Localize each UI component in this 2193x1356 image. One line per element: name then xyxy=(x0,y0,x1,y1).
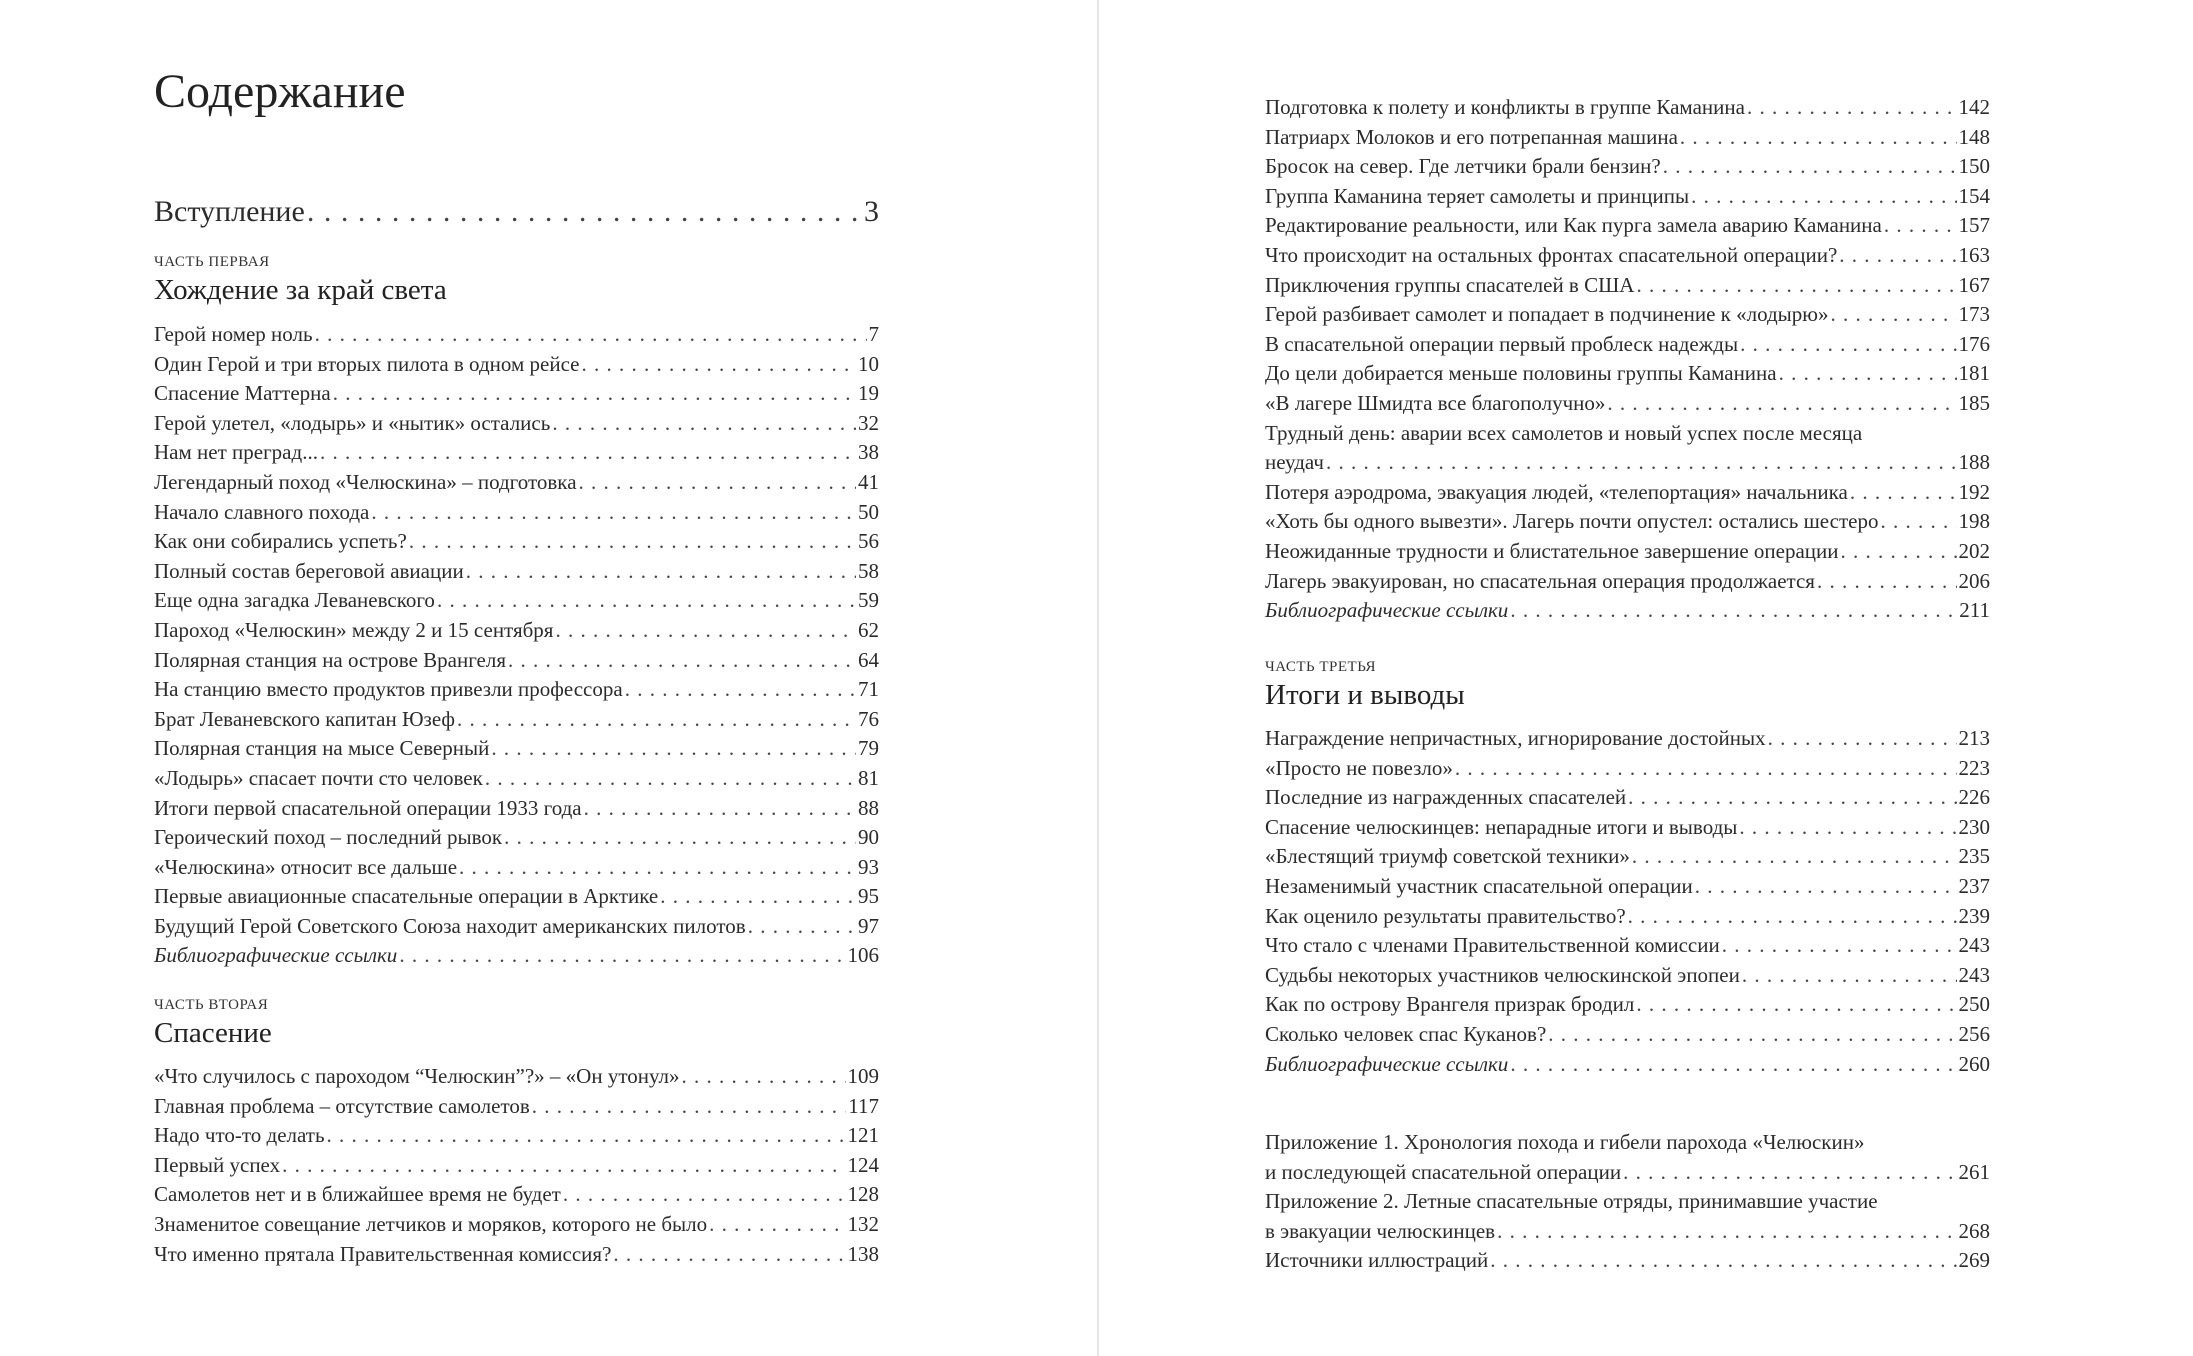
entry-page: 106 xyxy=(847,943,879,968)
entry-title: Нам нет преград... xyxy=(154,440,318,465)
dot-leader xyxy=(613,1240,845,1270)
toc-entry[interactable] xyxy=(1265,1217,1990,1247)
dot-leader xyxy=(1510,596,1957,626)
entry-title: Надо что-то делать xyxy=(154,1123,325,1148)
entry-title: и последующей спасательной операции xyxy=(1265,1159,1622,1184)
entry-title: Последние из награжденных спасателей xyxy=(1265,785,1627,810)
entry-title: На станцию вместо продуктов привезли профессора xyxy=(154,677,623,702)
toc-entry[interactable] xyxy=(1265,1246,1990,1276)
toc-entry[interactable] xyxy=(1265,182,1990,212)
entry-title: Библиографические ссылки xyxy=(1265,1051,1509,1076)
dot-leader xyxy=(459,853,856,883)
page-title: Содержание xyxy=(154,65,406,118)
dot-leader xyxy=(552,409,856,439)
toc-entry[interactable] xyxy=(154,1151,879,1181)
entry-title: Патриарх Молоков и его потрепанная машина xyxy=(1265,124,1678,149)
entry-page: 3 xyxy=(864,195,879,228)
dot-leader xyxy=(1740,330,1956,360)
toc-entry[interactable] xyxy=(1265,1020,1990,1050)
entry-page: 121 xyxy=(847,1123,879,1148)
dot-leader xyxy=(748,912,856,942)
entry-page: 206 xyxy=(1958,568,1990,593)
dot-leader xyxy=(563,1180,846,1210)
dot-leader xyxy=(1830,300,1956,330)
part-label: ЧАСТЬ ТРЕТЬЯ xyxy=(1265,659,1377,675)
toc-entry[interactable] xyxy=(1265,478,1990,508)
entry-page: 79 xyxy=(858,736,879,761)
entry-title: Редактирование реальности, или Как пурга замела аварию Каманина xyxy=(1265,213,1882,238)
dot-leader xyxy=(409,527,856,557)
entry-page: 167 xyxy=(1958,272,1990,297)
dot-leader xyxy=(508,646,856,676)
entry-title-line-1[interactable]: Трудный день: аварии всех самолетов и новый успех после месяца xyxy=(1265,420,1863,445)
entry-page: 185 xyxy=(1958,390,1990,415)
dot-leader xyxy=(1628,902,1957,932)
entry-page: 64 xyxy=(858,647,879,672)
part-3-header xyxy=(1265,657,1990,713)
toc-entry[interactable] xyxy=(1265,813,1990,843)
dot-leader xyxy=(485,764,856,794)
entry-page: 176 xyxy=(1958,331,1990,356)
dot-leader xyxy=(1722,931,1957,961)
toc-entry[interactable] xyxy=(154,320,879,350)
dot-leader xyxy=(1739,813,1956,843)
entry-page: 243 xyxy=(1958,962,1990,987)
toc-entry[interactable] xyxy=(154,794,879,824)
entry-title: Итоги первой спасательной операции 1933 года xyxy=(154,795,582,820)
entry-page: 154 xyxy=(1958,183,1990,208)
dot-leader xyxy=(307,192,862,232)
entry-title: Брат Леваневского капитан Юзеф xyxy=(154,706,456,731)
dot-leader xyxy=(584,794,856,824)
entry-title: Один Герой и три вторых пилота в одном рейсе xyxy=(154,351,580,376)
dot-leader xyxy=(315,320,867,350)
dot-leader xyxy=(1779,359,1957,389)
toc-entry[interactable] xyxy=(154,468,879,498)
page-spread-divider xyxy=(1097,0,1099,1356)
entry-title: Как они собирались успеть? xyxy=(154,529,407,554)
toc-entry[interactable] xyxy=(1265,152,1990,182)
entry-title: Герой разбивает самолет и попадает в подчинение к «лодырю» xyxy=(1265,302,1829,327)
toc-entry[interactable] xyxy=(1265,783,1990,813)
entry-page: 93 xyxy=(858,854,879,879)
dot-leader xyxy=(320,438,856,468)
entry-title: Как оценило результаты правительство? xyxy=(1265,903,1626,928)
dot-leader xyxy=(581,350,856,380)
entry-title: Приключения группы спасателей в США xyxy=(1265,272,1635,297)
toc-entry[interactable] xyxy=(1265,359,1990,389)
part-title: Спасение xyxy=(154,1017,272,1049)
dot-leader xyxy=(1607,389,1956,419)
toc-entry[interactable] xyxy=(154,1240,879,1270)
toc-entry[interactable] xyxy=(1265,330,1990,360)
entry-title: Неожиданные трудности и блистательное завершение операции xyxy=(1265,538,1839,563)
entry-title: Полный состав береговой авиации xyxy=(154,558,464,583)
entry-title: Герой улетел, «лодырь» и «нытик» остались xyxy=(154,410,551,435)
dot-leader xyxy=(371,498,856,528)
entry-page: 132 xyxy=(847,1211,879,1236)
entry-page: 128 xyxy=(847,1182,879,1207)
entry-page: 181 xyxy=(1958,361,1990,386)
toc-entry[interactable] xyxy=(1265,241,1990,271)
entry-title: Полярная станция на острове Врангеля xyxy=(154,647,507,672)
toc-entry[interactable] xyxy=(154,586,879,616)
entry-title: Герой номер ноль xyxy=(154,322,313,346)
dot-leader xyxy=(1817,567,1957,597)
dot-leader xyxy=(1510,1050,1956,1080)
entry-title: Знаменитое совещание летчиков и моряков, которого не было xyxy=(154,1211,708,1236)
entry-title: неудач xyxy=(1265,450,1324,475)
toc-entry-bibliography[interactable] xyxy=(154,941,879,971)
appendix-entries xyxy=(1265,1128,1990,1276)
part-2-header xyxy=(154,995,879,1051)
dot-leader xyxy=(1636,271,1956,301)
entry-title: Что происходит на остальных фронтах спасательной операции? xyxy=(1265,242,1838,267)
dot-leader xyxy=(1636,990,1956,1020)
toc-entry-intro[interactable] xyxy=(154,192,879,232)
entry-title: «Челюскина» относит все дальше xyxy=(154,854,458,879)
dot-leader xyxy=(1490,1246,1956,1276)
dot-leader xyxy=(1747,93,1957,123)
entry-page: 260 xyxy=(1958,1051,1990,1076)
entry-title: Лагерь эвакуирован, но спасательная операция продолжается xyxy=(1265,568,1815,593)
entry-title: «Блестящий триумф советской техники» xyxy=(1265,844,1630,869)
entry-title-line-1[interactable]: Приложение 2. Летные спасательные отряды, принимавшие участие xyxy=(1265,1189,1878,1214)
dot-leader xyxy=(1680,123,1957,153)
entry-page: 90 xyxy=(858,825,879,850)
entry-page: 211 xyxy=(1959,598,1990,623)
entry-title: Пароход «Челюскин» между 2 и 15 сентября xyxy=(154,617,554,642)
toc-entry[interactable] xyxy=(154,882,879,912)
toc-entry[interactable] xyxy=(154,498,879,528)
entry-page: 235 xyxy=(1958,844,1990,869)
dot-leader xyxy=(1326,448,1957,478)
part-title: Итоги и выводы xyxy=(1265,679,1465,711)
toc-entry[interactable] xyxy=(1265,271,1990,301)
entry-title: Библиографические ссылки xyxy=(1265,598,1509,623)
dot-leader xyxy=(532,1092,846,1122)
toc-entry[interactable] xyxy=(154,527,879,557)
dot-leader xyxy=(1548,1020,1956,1050)
toc-entry[interactable] xyxy=(154,557,879,587)
dot-leader xyxy=(504,823,856,853)
entry-title: Самолетов нет и в ближайшее время не будет xyxy=(154,1182,561,1207)
dot-leader xyxy=(1623,1158,1956,1188)
dot-leader xyxy=(1691,182,1956,212)
toc-entry[interactable] xyxy=(1265,1158,1990,1188)
toc-entry[interactable] xyxy=(154,1180,879,1210)
part-label: ЧАСТЬ ПЕРВАЯ xyxy=(154,254,270,270)
entry-page: 269 xyxy=(1958,1248,1990,1273)
toc-entry[interactable] xyxy=(1265,961,1990,991)
part-3-entries xyxy=(1265,724,1990,1079)
entry-title: Вступление xyxy=(154,195,305,228)
toc-entry[interactable] xyxy=(154,823,879,853)
toc-entry[interactable] xyxy=(1265,211,1990,241)
entry-title: Спасение Маттерна xyxy=(154,381,331,406)
entry-title: Начало славного похода xyxy=(154,499,370,524)
dot-leader xyxy=(555,616,856,646)
part-1-header xyxy=(154,252,879,308)
entry-title: Главная проблема – отсутствие самолетов xyxy=(154,1093,530,1118)
entry-page: 173 xyxy=(1958,302,1990,327)
toc-entry[interactable] xyxy=(1265,872,1990,902)
entry-page: 163 xyxy=(1958,242,1990,267)
entry-page: 250 xyxy=(1958,992,1990,1017)
entry-page: 117 xyxy=(848,1093,879,1118)
dot-leader xyxy=(1841,537,1957,567)
toc-entry[interactable] xyxy=(1265,931,1990,961)
entry-title: Незаменимый участник спасательной операции xyxy=(1265,873,1693,898)
toc-entry-bibliography[interactable] xyxy=(1265,1050,1990,1080)
dot-leader xyxy=(437,586,856,616)
dot-leader xyxy=(466,557,856,587)
toc-entry[interactable] xyxy=(1265,389,1990,419)
dot-leader xyxy=(333,379,856,409)
entry-page: 198 xyxy=(1958,509,1990,534)
entry-page: 95 xyxy=(858,884,879,909)
toc-entry[interactable] xyxy=(154,675,879,705)
entry-page: 142 xyxy=(1958,95,1990,119)
entry-title: в эвакуации челюскинцев xyxy=(1265,1218,1496,1243)
entry-page: 32 xyxy=(858,410,879,435)
entry-title: «В лагере Шмидта все благополучно» xyxy=(1265,390,1606,415)
toc-entry-bibliography[interactable] xyxy=(1265,596,1990,626)
entry-page: 50 xyxy=(858,499,879,524)
toc-entry[interactable] xyxy=(154,912,879,942)
dot-leader xyxy=(491,734,856,764)
entry-title: Библиографические ссылки xyxy=(154,943,398,968)
toc-entry[interactable] xyxy=(154,705,879,735)
toc-entry[interactable] xyxy=(154,409,879,439)
entry-page: 76 xyxy=(858,706,879,731)
toc-entry[interactable] xyxy=(1265,754,1990,784)
part-2-entries-continued xyxy=(1265,93,1990,626)
intro-entry-block xyxy=(154,192,879,232)
dot-leader xyxy=(399,941,845,971)
entry-page: 239 xyxy=(1958,903,1990,928)
dot-leader xyxy=(1850,478,1957,508)
toc-entry[interactable] xyxy=(1265,724,1990,754)
dot-leader xyxy=(579,468,856,498)
entry-title: Источники иллюстраций xyxy=(1265,1248,1489,1273)
toc-entry[interactable] xyxy=(154,1210,879,1240)
entry-page: 59 xyxy=(858,588,879,613)
entry-page: 109 xyxy=(847,1064,879,1088)
entry-title: Сколько человек спас Куканов? xyxy=(1265,1021,1547,1046)
toc-entry[interactable] xyxy=(154,1092,879,1122)
dot-leader xyxy=(625,675,856,705)
toc-entry[interactable] xyxy=(1265,123,1990,153)
entry-page: 226 xyxy=(1958,785,1990,810)
toc-entry[interactable] xyxy=(1265,300,1990,330)
entry-page: 243 xyxy=(1958,933,1990,958)
entry-title: «Хоть бы одного вывезти». Лагерь почти опустел: остались шестеро xyxy=(1265,509,1879,534)
entry-title: Потеря аэродрома, эвакуация людей, «телепортация» начальника xyxy=(1265,479,1848,504)
part-label: ЧАСТЬ ВТОРАЯ xyxy=(154,997,269,1013)
entry-title: Подготовка к полету и конфликты в группе Каманина xyxy=(1265,95,1745,119)
toc-entry[interactable] xyxy=(1265,448,1990,478)
entry-title: Группа Каманина теряет самолеты и принципы xyxy=(1265,183,1690,208)
entry-page: 124 xyxy=(847,1152,879,1177)
entry-page: 261 xyxy=(1958,1159,1990,1184)
entry-page: 7 xyxy=(868,322,879,346)
entry-page: 213 xyxy=(1958,726,1990,750)
dot-leader xyxy=(1455,754,1957,784)
entry-title: Награждение непричастных, игнорирование достойных xyxy=(1265,726,1766,750)
part-title: Хождение за край света xyxy=(154,274,447,306)
entry-title: Судьбы некоторых участников челюскинской эпопеи xyxy=(1265,962,1740,987)
toc-entry[interactable] xyxy=(154,853,879,883)
toc-entry[interactable] xyxy=(154,616,879,646)
entry-page: 223 xyxy=(1958,755,1990,780)
entry-page: 192 xyxy=(1958,479,1990,504)
entry-title: Спасение челюскинцев: непарадные итоги и выводы xyxy=(1265,814,1738,839)
entry-title: Как по острову Врангеля призрак бродил xyxy=(1265,992,1635,1017)
entry-title: Первый успех xyxy=(154,1152,281,1177)
dot-leader xyxy=(1628,783,1956,813)
part-1-entries xyxy=(154,320,879,971)
toc-entry[interactable] xyxy=(154,764,879,794)
entry-title: Легендарный поход «Челюскина» – подготовка xyxy=(154,469,577,494)
entry-page: 237 xyxy=(1958,873,1990,898)
dot-leader xyxy=(660,882,856,912)
dot-leader xyxy=(1632,842,1957,872)
toc-entry[interactable] xyxy=(1265,567,1990,597)
entry-page: 38 xyxy=(858,440,879,465)
dot-leader xyxy=(682,1062,846,1092)
entry-title: Еще одна загадка Леваневского xyxy=(154,588,435,613)
entry-title: Первые авиационные спасательные операции в Арктике xyxy=(154,884,659,909)
entry-title: Что стало с членами Правительственной комиссии xyxy=(1265,933,1720,958)
dot-leader xyxy=(709,1210,845,1240)
entry-page: 58 xyxy=(858,558,879,583)
entry-page: 202 xyxy=(1958,538,1990,563)
part-2-entries xyxy=(154,1062,879,1269)
toc-entry[interactable] xyxy=(154,646,879,676)
dot-leader xyxy=(1497,1217,1956,1247)
dot-leader xyxy=(327,1121,846,1151)
toc-entry[interactable] xyxy=(1265,902,1990,932)
toc-entry[interactable] xyxy=(154,438,879,468)
toc-entry[interactable] xyxy=(1265,537,1990,567)
dot-leader xyxy=(282,1151,845,1181)
toc-entry[interactable] xyxy=(154,379,879,409)
entry-title: Будущий Герой Советского Союза находит американских пилотов xyxy=(154,913,746,938)
entry-page: 230 xyxy=(1958,814,1990,839)
dot-leader xyxy=(1839,241,1956,271)
entry-title: Что именно прятала Правительственная комиссия? xyxy=(154,1241,612,1266)
entry-page: 256 xyxy=(1958,1021,1990,1046)
toc-entry[interactable] xyxy=(1265,93,1990,123)
entry-page: 88 xyxy=(858,795,879,820)
entry-title: Бросок на север. Где летчики брали бензин? xyxy=(1265,154,1661,179)
toc-entry[interactable] xyxy=(1265,507,1990,537)
toc-entry[interactable] xyxy=(154,350,879,380)
toc-entry[interactable] xyxy=(154,1062,879,1092)
toc-entry[interactable] xyxy=(154,734,879,764)
entry-page: 138 xyxy=(847,1241,879,1266)
entry-title: Героический поход – последний рывок xyxy=(154,825,503,850)
entry-page: 97 xyxy=(858,913,879,938)
entry-page: 148 xyxy=(1958,124,1990,149)
dot-leader xyxy=(457,705,856,735)
toc-entry[interactable] xyxy=(1265,842,1990,872)
dot-leader xyxy=(1663,152,1957,182)
dot-leader xyxy=(1880,507,1956,537)
entry-page: 62 xyxy=(858,617,879,642)
entry-title: «Просто не повезло» xyxy=(1265,755,1453,780)
entry-page: 81 xyxy=(858,765,879,790)
entry-title: «Что случилось с пароходом “Челюскин”?» – «Он утонул» xyxy=(154,1064,680,1088)
entry-page: 19 xyxy=(858,381,879,406)
entry-page: 71 xyxy=(858,677,879,702)
entry-title: «Лодырь» спасает почти сто человек xyxy=(154,765,483,790)
entry-page: 188 xyxy=(1958,450,1990,475)
entry-title-line-1[interactable]: Приложение 1. Хронология похода и гибели парохода «Челюскин» xyxy=(1265,1130,1865,1154)
entry-title: До цели добирается меньше половины группы Каманина xyxy=(1265,361,1777,386)
dot-leader xyxy=(1884,211,1957,241)
entry-title: Полярная станция на мысе Северный xyxy=(154,736,490,761)
toc-entry[interactable] xyxy=(154,1121,879,1151)
entry-page: 56 xyxy=(858,529,879,554)
dot-leader xyxy=(1742,961,1957,991)
entry-page: 41 xyxy=(858,469,879,494)
entry-page: 150 xyxy=(1958,154,1990,179)
toc-entry[interactable] xyxy=(1265,990,1990,1020)
entry-page: 10 xyxy=(858,351,879,376)
dot-leader xyxy=(1768,724,1957,754)
dot-leader xyxy=(1695,872,1957,902)
entry-title: В спасательной операции первый проблеск надежды xyxy=(1265,331,1739,356)
entry-page: 268 xyxy=(1958,1218,1990,1243)
entry-page: 157 xyxy=(1958,213,1990,238)
